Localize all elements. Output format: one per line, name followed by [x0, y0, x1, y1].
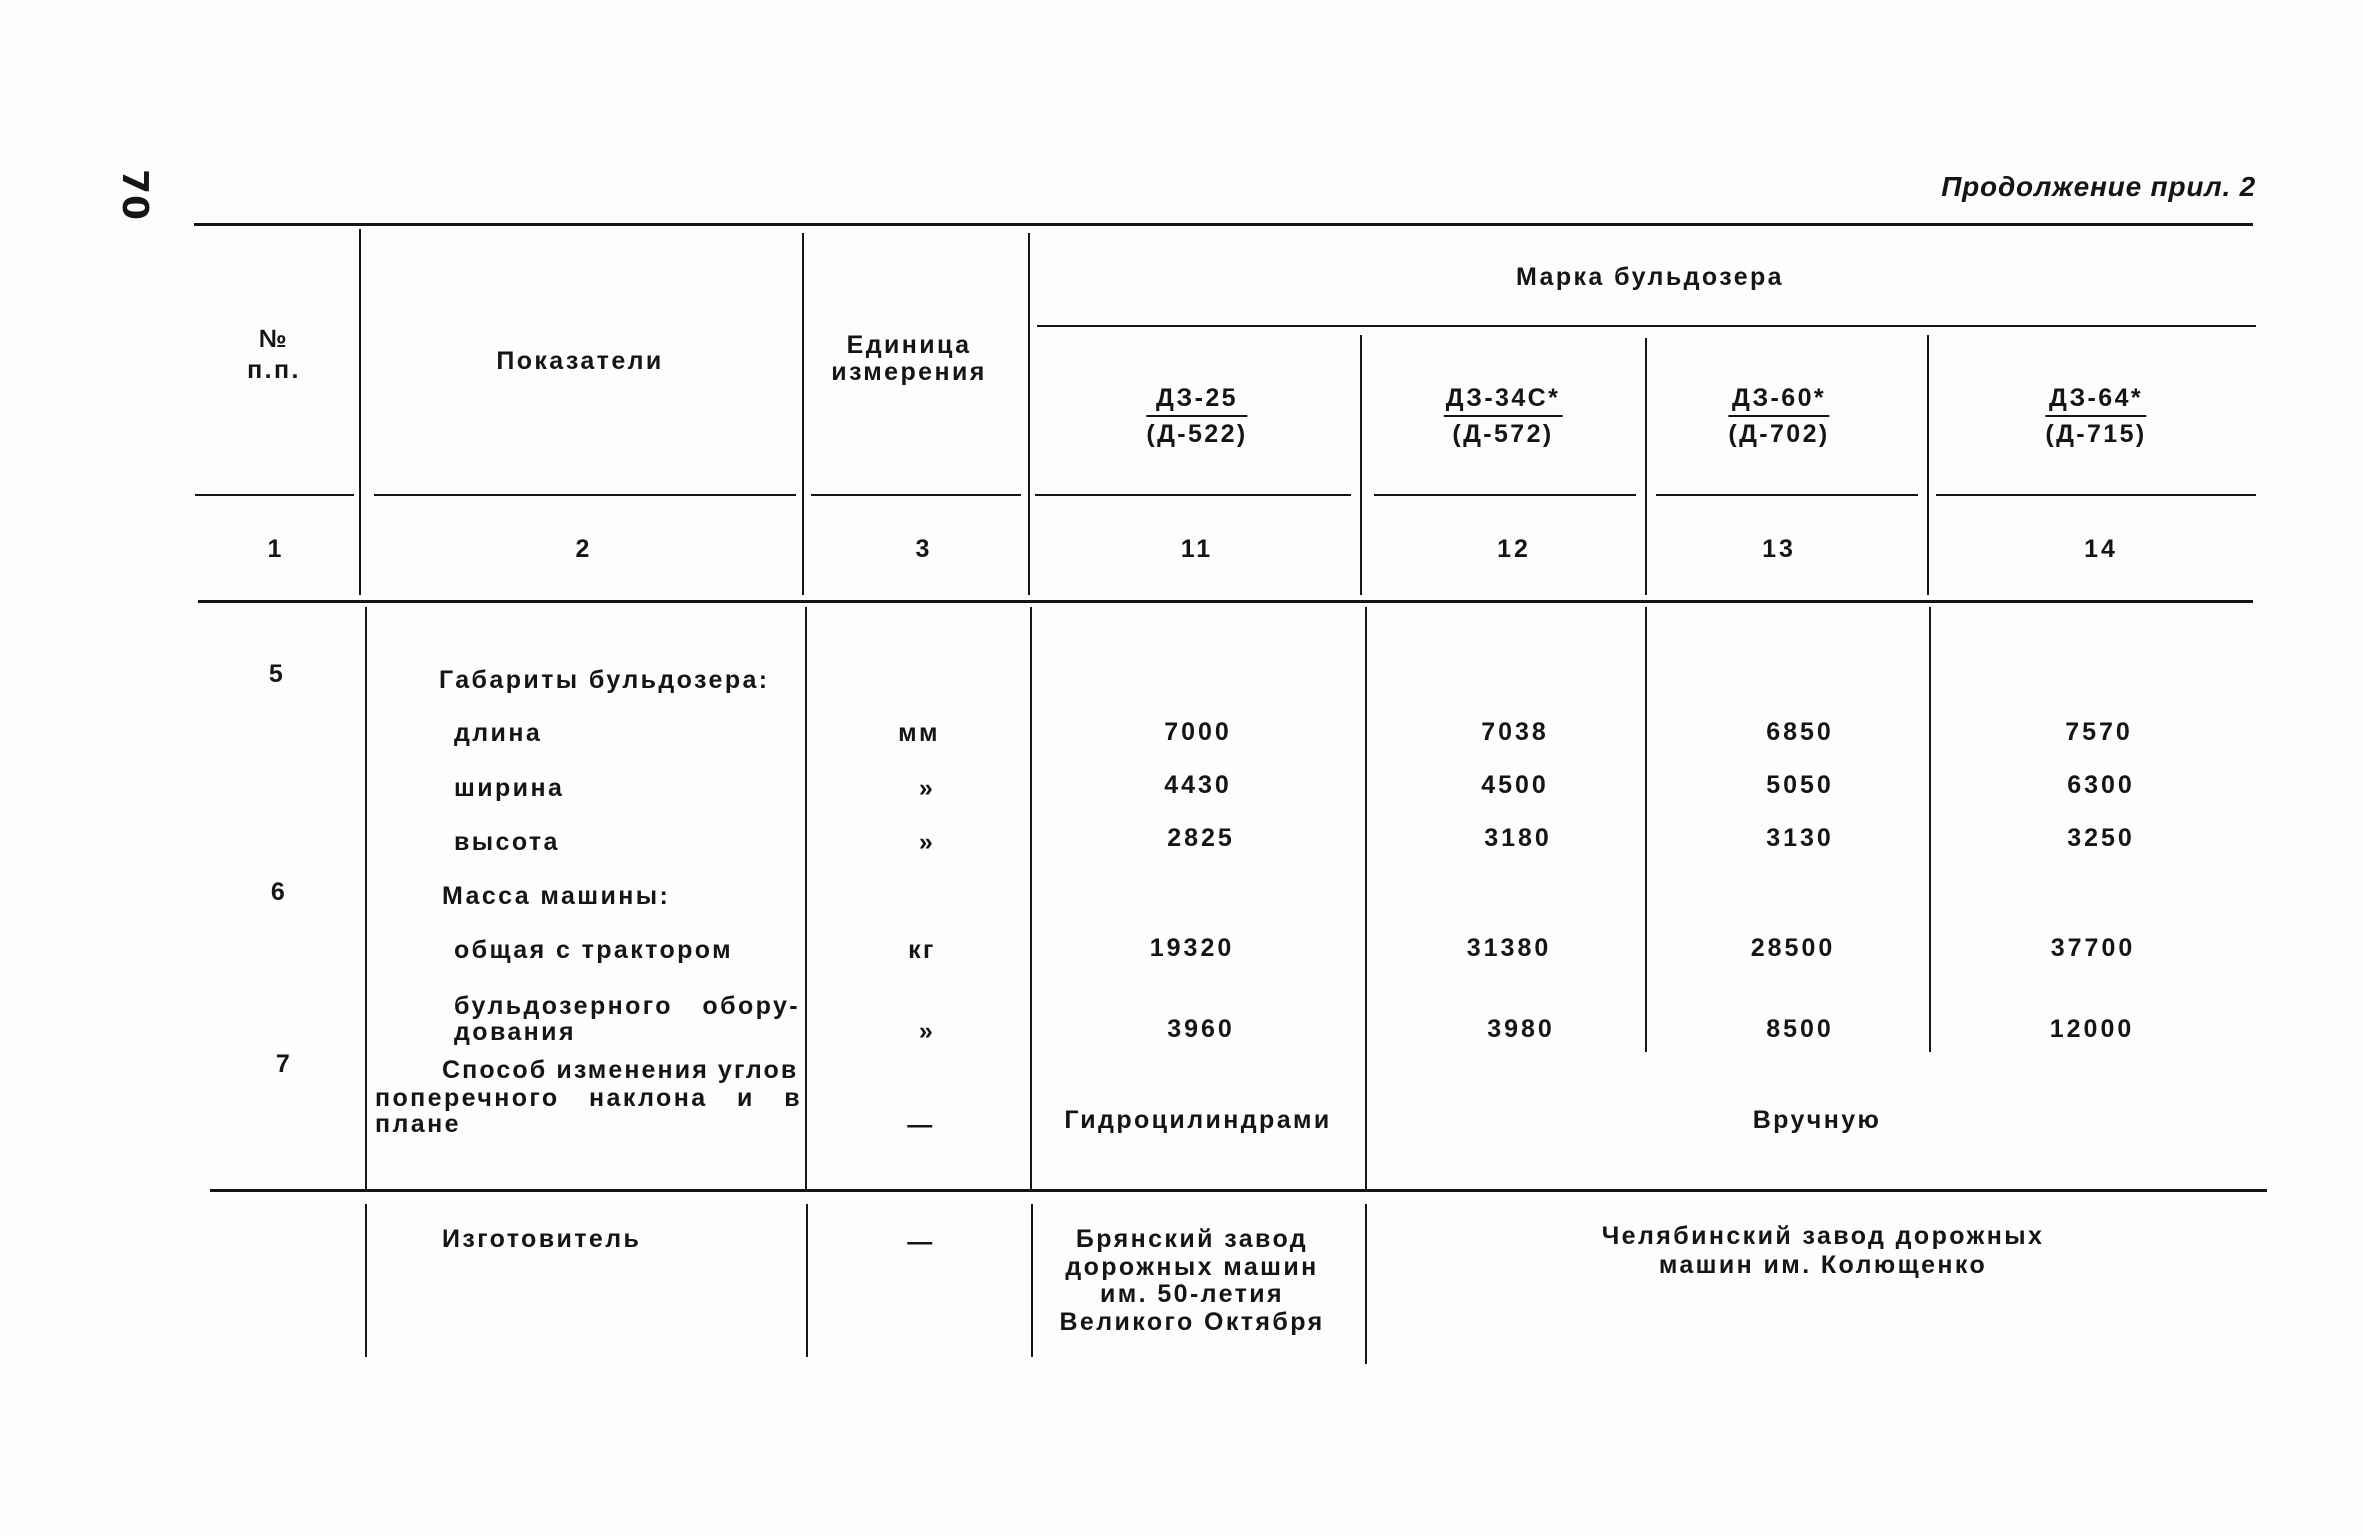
brand-group-header: Марка бульдозера — [1516, 263, 1784, 291]
header-bottom-rule — [1656, 494, 1918, 496]
section-title: Габариты бульдозера: — [439, 666, 770, 694]
header-bottom-rule — [1374, 494, 1636, 496]
length-value-dz34c: 7038 — [1481, 718, 1549, 746]
column-number: 14 — [2084, 535, 2118, 563]
column-numbers-rule — [198, 600, 2253, 603]
brand-dz64 — [2045, 385, 2146, 447]
row-unit: — — [907, 1228, 935, 1256]
brand-model: ДЗ-34С* — [1444, 385, 1563, 417]
column-divider — [802, 233, 804, 595]
brand-old-model: (Д-715) — [2045, 420, 2147, 448]
table-top-rule — [194, 223, 2253, 226]
brand-old-model: (Д-702) — [1728, 420, 1830, 448]
brand-model: ДЗ-64* — [2045, 385, 2146, 417]
column-number: 2 — [575, 535, 593, 563]
row-label-width: ширина — [454, 774, 565, 802]
number-col-header-line2: п.п. — [247, 356, 301, 384]
header-bottom-rule — [1936, 494, 2256, 496]
column-divider — [1360, 335, 1362, 595]
column-divider — [1030, 607, 1032, 1189]
equipment-mass-value-dz34c: 3980 — [1487, 1015, 1555, 1043]
column-divider — [1031, 1204, 1033, 1357]
manufacturer-dz25-line4: Великого Октября — [1059, 1308, 1325, 1336]
equipment-mass-value-dz60: 8500 — [1766, 1015, 1834, 1043]
header-bottom-rule — [195, 494, 354, 496]
row-unit: » — [918, 828, 936, 856]
brand-old-model: (Д-522) — [1146, 420, 1248, 448]
width-value-dz34c: 4500 — [1481, 771, 1549, 799]
brand-old-model: (Д-572) — [1452, 420, 1554, 448]
width-value-dz64: 6300 — [2067, 771, 2135, 799]
indicators-header: Показатели — [496, 347, 664, 375]
section-title: Масса машины: — [442, 882, 671, 910]
row-label-angle-method-line2: поперечного наклона и в — [375, 1084, 802, 1112]
section-number: 6 — [270, 878, 288, 906]
row-unit: » — [918, 1017, 936, 1045]
column-divider — [1365, 1204, 1367, 1364]
column-divider — [805, 607, 807, 1189]
manufacturer-dz25-line1: Брянский завод — [1075, 1225, 1309, 1253]
column-divider — [1028, 233, 1030, 595]
height-value-dz25: 2825 — [1167, 824, 1235, 852]
continuation-label: Продолжение прил. 2 — [1941, 171, 2256, 202]
angle-method-value-dz25: Гидроцилиндрами — [1064, 1106, 1332, 1134]
equipment-mass-value-dz25: 3960 — [1167, 1015, 1235, 1043]
row-label-height: высота — [454, 828, 560, 856]
row-label-equipment-mass-line2: дования — [454, 1018, 576, 1046]
column-divider — [1645, 338, 1647, 595]
brand-dz34c — [1444, 385, 1563, 447]
width-value-dz25: 4430 — [1164, 771, 1232, 799]
column-number: 12 — [1497, 535, 1531, 563]
section-number: 5 — [268, 660, 286, 688]
brand-model: ДЗ-60* — [1728, 385, 1829, 417]
column-number: 11 — [1180, 535, 1214, 563]
header-bottom-rule — [374, 494, 796, 496]
header-bottom-rule — [1035, 494, 1351, 496]
row-unit: мм — [898, 719, 940, 747]
unit-header-line1: Единица — [846, 331, 972, 359]
brand-group-rule — [1037, 325, 2256, 327]
brand-model: ДЗ-25 — [1146, 385, 1247, 417]
row-label-angle-method-line3: плане — [375, 1110, 461, 1138]
height-value-dz64: 3250 — [2067, 824, 2135, 852]
angle-method-value-other-models: Вручную — [1752, 1106, 1882, 1134]
row-label-total-mass: общая с трактором — [454, 936, 734, 964]
column-divider — [1365, 607, 1367, 1189]
row-unit: кг — [908, 936, 936, 964]
length-value-dz60: 6850 — [1766, 718, 1834, 746]
total-mass-value-dz25: 19320 — [1149, 934, 1235, 962]
row-unit: — — [907, 1111, 935, 1139]
column-number: 13 — [1762, 535, 1796, 563]
manufacturer-dz25-line3: им. 50-летия — [1099, 1280, 1285, 1308]
column-divider — [359, 229, 361, 595]
column-divider — [1929, 607, 1931, 1052]
column-divider — [365, 1204, 367, 1357]
length-value-dz25: 7000 — [1164, 718, 1232, 746]
total-mass-value-dz34c: 31380 — [1466, 934, 1552, 962]
total-mass-value-dz60: 28500 — [1750, 934, 1836, 962]
length-value-dz64: 7570 — [2065, 718, 2133, 746]
width-value-dz60: 5050 — [1766, 771, 1834, 799]
row-label-equipment-mass-line1: бульдозерного обору- — [454, 992, 800, 1020]
row-label-manufacturer: Изготовитель — [442, 1225, 642, 1253]
height-value-dz34c: 3180 — [1484, 824, 1552, 852]
height-value-dz60: 3130 — [1766, 824, 1834, 852]
brand-dz25 — [1146, 385, 1247, 447]
column-divider — [806, 1204, 808, 1357]
page-number: 70 — [114, 168, 155, 222]
header-bottom-rule — [811, 494, 1021, 496]
equipment-mass-value-dz64: 12000 — [2049, 1015, 2135, 1043]
column-divider — [1645, 607, 1647, 1052]
section-number: 7 — [275, 1050, 293, 1078]
column-number: 3 — [915, 535, 933, 563]
brand-dz60 — [1728, 385, 1829, 447]
unit-header-line2: измерения — [831, 358, 987, 386]
row-label-length: длина — [454, 719, 543, 747]
total-mass-value-dz64: 37700 — [2050, 934, 2136, 962]
manufacturer-other-line1: Челябинский завод дорожных — [1601, 1222, 2045, 1250]
manufacturer-top-rule — [210, 1189, 2267, 1192]
number-col-header-line1: № — [258, 325, 290, 353]
manufacturer-other-line2: машин им. Колющенко — [1658, 1251, 1988, 1279]
column-number: 1 — [267, 535, 285, 563]
row-unit: » — [918, 774, 936, 802]
row-label-angle-method-line1: Способ изменения углов — [442, 1056, 799, 1084]
column-divider — [365, 607, 367, 1189]
manufacturer-dz25-line2: дорожных машин — [1065, 1253, 1319, 1281]
column-divider — [1927, 335, 1929, 595]
